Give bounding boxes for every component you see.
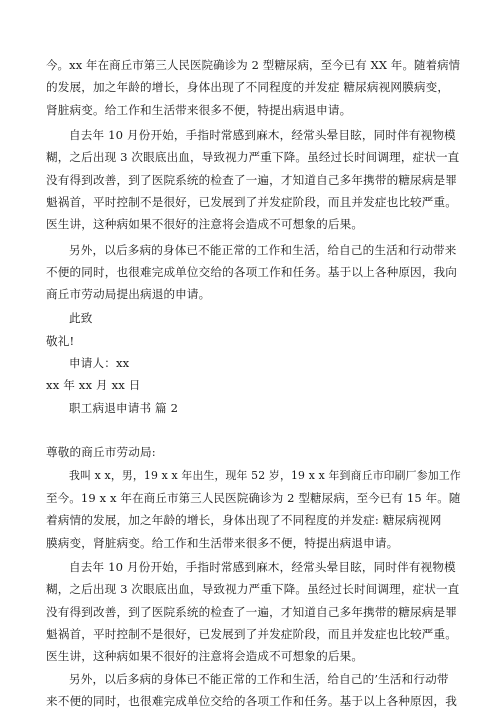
date-line: xx 年 xx 月 xx 日 bbox=[46, 378, 141, 393]
text-line: 自去年 10 月份开始，手指时常感到麻木，经常头晕目眩，同时伴有视物模 bbox=[69, 127, 456, 142]
text-line: 医生讲，这种病如果不很好的注意将会造成不可想象的后果。 bbox=[46, 649, 364, 664]
text-line: 着病情的发展，加之年龄的增长，身体出现了不同程度的并发症: 糖尿病视网 bbox=[46, 513, 442, 528]
text-line: 没有得到改善，到了医院系统的检查了一遍，才知道自己多年携带的糖尿病是罪 bbox=[46, 172, 458, 187]
text-line: 今。xx 年在商丘市第三人民医院确诊为 2 型糖尿病，至今已有 XX 年。随着病情 bbox=[46, 58, 461, 72]
text-line: 糊，之后出现 3 次眼底出血，导致视力严重下降。虽经过长时间调理，症状一直 bbox=[46, 150, 460, 165]
text-line: 的发展，加之年龄的增长，身体出现了不同程度的并发症 糖尿病视网膜病变， bbox=[46, 80, 450, 95]
salute-text: 敬礼! bbox=[46, 333, 75, 348]
section-title: 职工病退申请书 篇 2 bbox=[69, 400, 179, 415]
text-line: 肾脏病变。给工作和生活带来很多不便，特提出病退申请。 bbox=[46, 102, 352, 117]
text-line: 医生讲，这种病如果不很好的注意将会造成不可想象的后果。 bbox=[46, 217, 364, 232]
text-line: 我叫 x x，男，19 x x 年出生，现年 52 岁，19 x x 年到商丘市印刷厂参加工作 bbox=[69, 468, 461, 482]
text-line: 另外，以后多病的身体已不能正常的工作和生活，给自己的生活和行动带来 bbox=[69, 242, 457, 257]
text-line: 至今。19 x x 年在商丘市第三人民医院确诊为 2 型糖尿病，至今已有 15 年。随 bbox=[46, 491, 461, 506]
text-line: 魁祸首，平时控制不是很好，已发展到了并发症阶段，而且并发症也比较严重。 bbox=[46, 194, 458, 209]
text-line: 商丘市劳动局提出病退的申请。 bbox=[46, 287, 211, 302]
text-line: 没有得到改善，到了医院系统的检查了一遍，才知道自己多年携带的糖尿病是罪 bbox=[46, 604, 458, 619]
text-line: 糊，之后出现 3 次眼底出血，导致视力严重下降。虽经过长时间调理，症状一直 bbox=[46, 582, 460, 597]
text-line: 不便的同时，也很难完成单位交给的各项工作和任务。基于以上各种原因，我向 bbox=[46, 264, 458, 279]
applicant-signature: 申请人：xx bbox=[69, 356, 130, 371]
text-line: 魁祸首，平时控制不是很好，已发展到了并发症阶段，而且并发症也比较严重。 bbox=[46, 627, 458, 641]
text-line: 膜病变，肾脏病变。给工作和生活带来很多不便，特提出病退申请。 bbox=[46, 535, 399, 550]
text-line: 自去年 10 月份开始，手指时常感到麻木，经常头晕目眩，同时伴有视物模 bbox=[69, 560, 456, 574]
closing-text: 此致 bbox=[69, 311, 93, 326]
text-line: 来不便的同时，也很难完成单位交给的各项工作和任务。基于以上各种原因，我 bbox=[46, 694, 458, 708]
text-line: 另外，以后多病的身体已不能正常的工作和生活，给自己的’生活和行动带 bbox=[69, 671, 449, 686]
addressee-line: 尊敬的商丘市劳动局: bbox=[46, 444, 156, 459]
